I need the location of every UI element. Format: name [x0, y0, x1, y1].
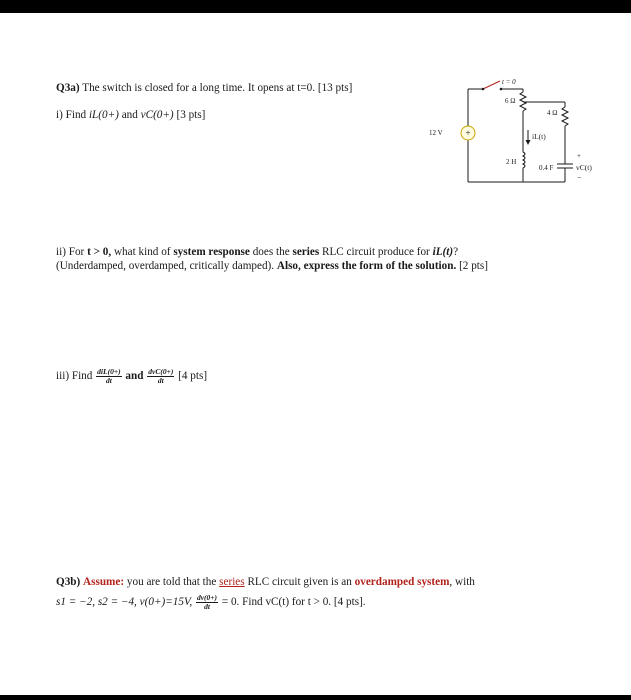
switch-contact-right [500, 88, 503, 91]
part-ii-mid: what kind of [111, 246, 174, 258]
q3b-frac-denominator: dt [204, 602, 210, 611]
part-iii-prefix: iii) Find [56, 370, 96, 383]
top-border [0, 0, 631, 13]
part-i-and: and [118, 109, 141, 121]
source-plus-sign: + [465, 128, 471, 138]
part-iii-points: [4 pts] [175, 370, 208, 383]
rlc-circuit-diagram [425, 72, 625, 192]
part-ii-express: Also, express the form of the solution. [276, 260, 457, 272]
q3a-part-i [56, 108, 205, 122]
current-arrowhead-icon [526, 140, 531, 145]
switch-label: t = 0 [502, 78, 516, 86]
q3b-fraction-dv [196, 594, 218, 611]
q3a-part-ii-line2 [56, 259, 488, 273]
q3b-task: = 0. Find vC(t) for t > 0. [4 pts]. [219, 596, 366, 609]
resistor-4ohm [562, 107, 568, 126]
inductor-label: 2 H [506, 158, 517, 166]
q3a-title: Q3a) [56, 82, 80, 94]
vc-label: vC(t) [576, 163, 592, 172]
part-ii-options: (Underdamped, overdamped, critically damped). [56, 260, 277, 272]
part-iii-fraction-dvc [147, 368, 174, 385]
q3b-assume: Assume: [83, 576, 125, 588]
frac2-denominator: dt [157, 376, 164, 385]
q3b-title: Q3b) [56, 576, 81, 588]
part-ii-end: RLC circuit produce for [319, 246, 433, 258]
switch-contact-left [482, 88, 485, 91]
frac1-denominator: dt [105, 376, 112, 385]
part-i-points: [3 pts] [173, 109, 206, 121]
q3b-text2: RLC circuit given is an [244, 576, 355, 588]
source-label: 12 V [429, 129, 443, 137]
part-ii-prefix: ii) For [56, 246, 88, 258]
switch-blade [483, 81, 500, 89]
q3a-heading [56, 81, 352, 95]
inductor-2h [523, 152, 525, 168]
frac1-numerator: diL(0+) [97, 367, 121, 376]
part-ii-question-mark: ? [453, 246, 459, 258]
q3a-part-iii [56, 368, 207, 385]
part-ii-points: [2 pts] [456, 260, 488, 272]
r2-label: 4 Ω [547, 109, 558, 117]
q3b-line2 [56, 594, 366, 611]
q3a-part-ii-line1 [56, 245, 458, 259]
q3b-text3: , with [449, 576, 475, 588]
q3b-line1 [56, 575, 475, 589]
vc-minus-sign: − [577, 173, 582, 182]
q3b-text1: you are told that the [124, 576, 220, 588]
current-label: iL(t) [532, 132, 546, 141]
q3b-frac-numerator: dv(0+) [196, 593, 218, 602]
part-ii-series: series [292, 246, 320, 258]
q3b-overdamped: overdamped system [354, 576, 450, 588]
part-iii-fraction-dil [96, 368, 121, 385]
part-iii-and: and [122, 370, 147, 383]
q3a-intro: The switch is closed for a long time. It opens at t=0. [13 pts] [82, 82, 353, 94]
part-i-prefix: i) Find [56, 109, 89, 121]
r1-label: 6 Ω [505, 97, 516, 105]
part-ii-mid2: does the [249, 246, 293, 258]
part-ii-il: iL(t) [432, 246, 454, 258]
part-i-vc: vC(0+) [140, 109, 174, 121]
vc-plus-sign: + [577, 152, 581, 160]
part-ii-t: t > 0, [87, 246, 112, 258]
part-ii-system-response: system response [173, 246, 250, 258]
capacitor-label: 0.4 F [539, 164, 554, 172]
frac2-numerator: dvC(0+) [148, 367, 174, 376]
bottom-border [0, 695, 631, 700]
part-i-il: iL(0+) [88, 109, 119, 121]
q3b-series-link: series [219, 576, 245, 588]
q3b-given-values: s1 = −2, s2 = −4, v(0+)=15V, [56, 596, 195, 609]
